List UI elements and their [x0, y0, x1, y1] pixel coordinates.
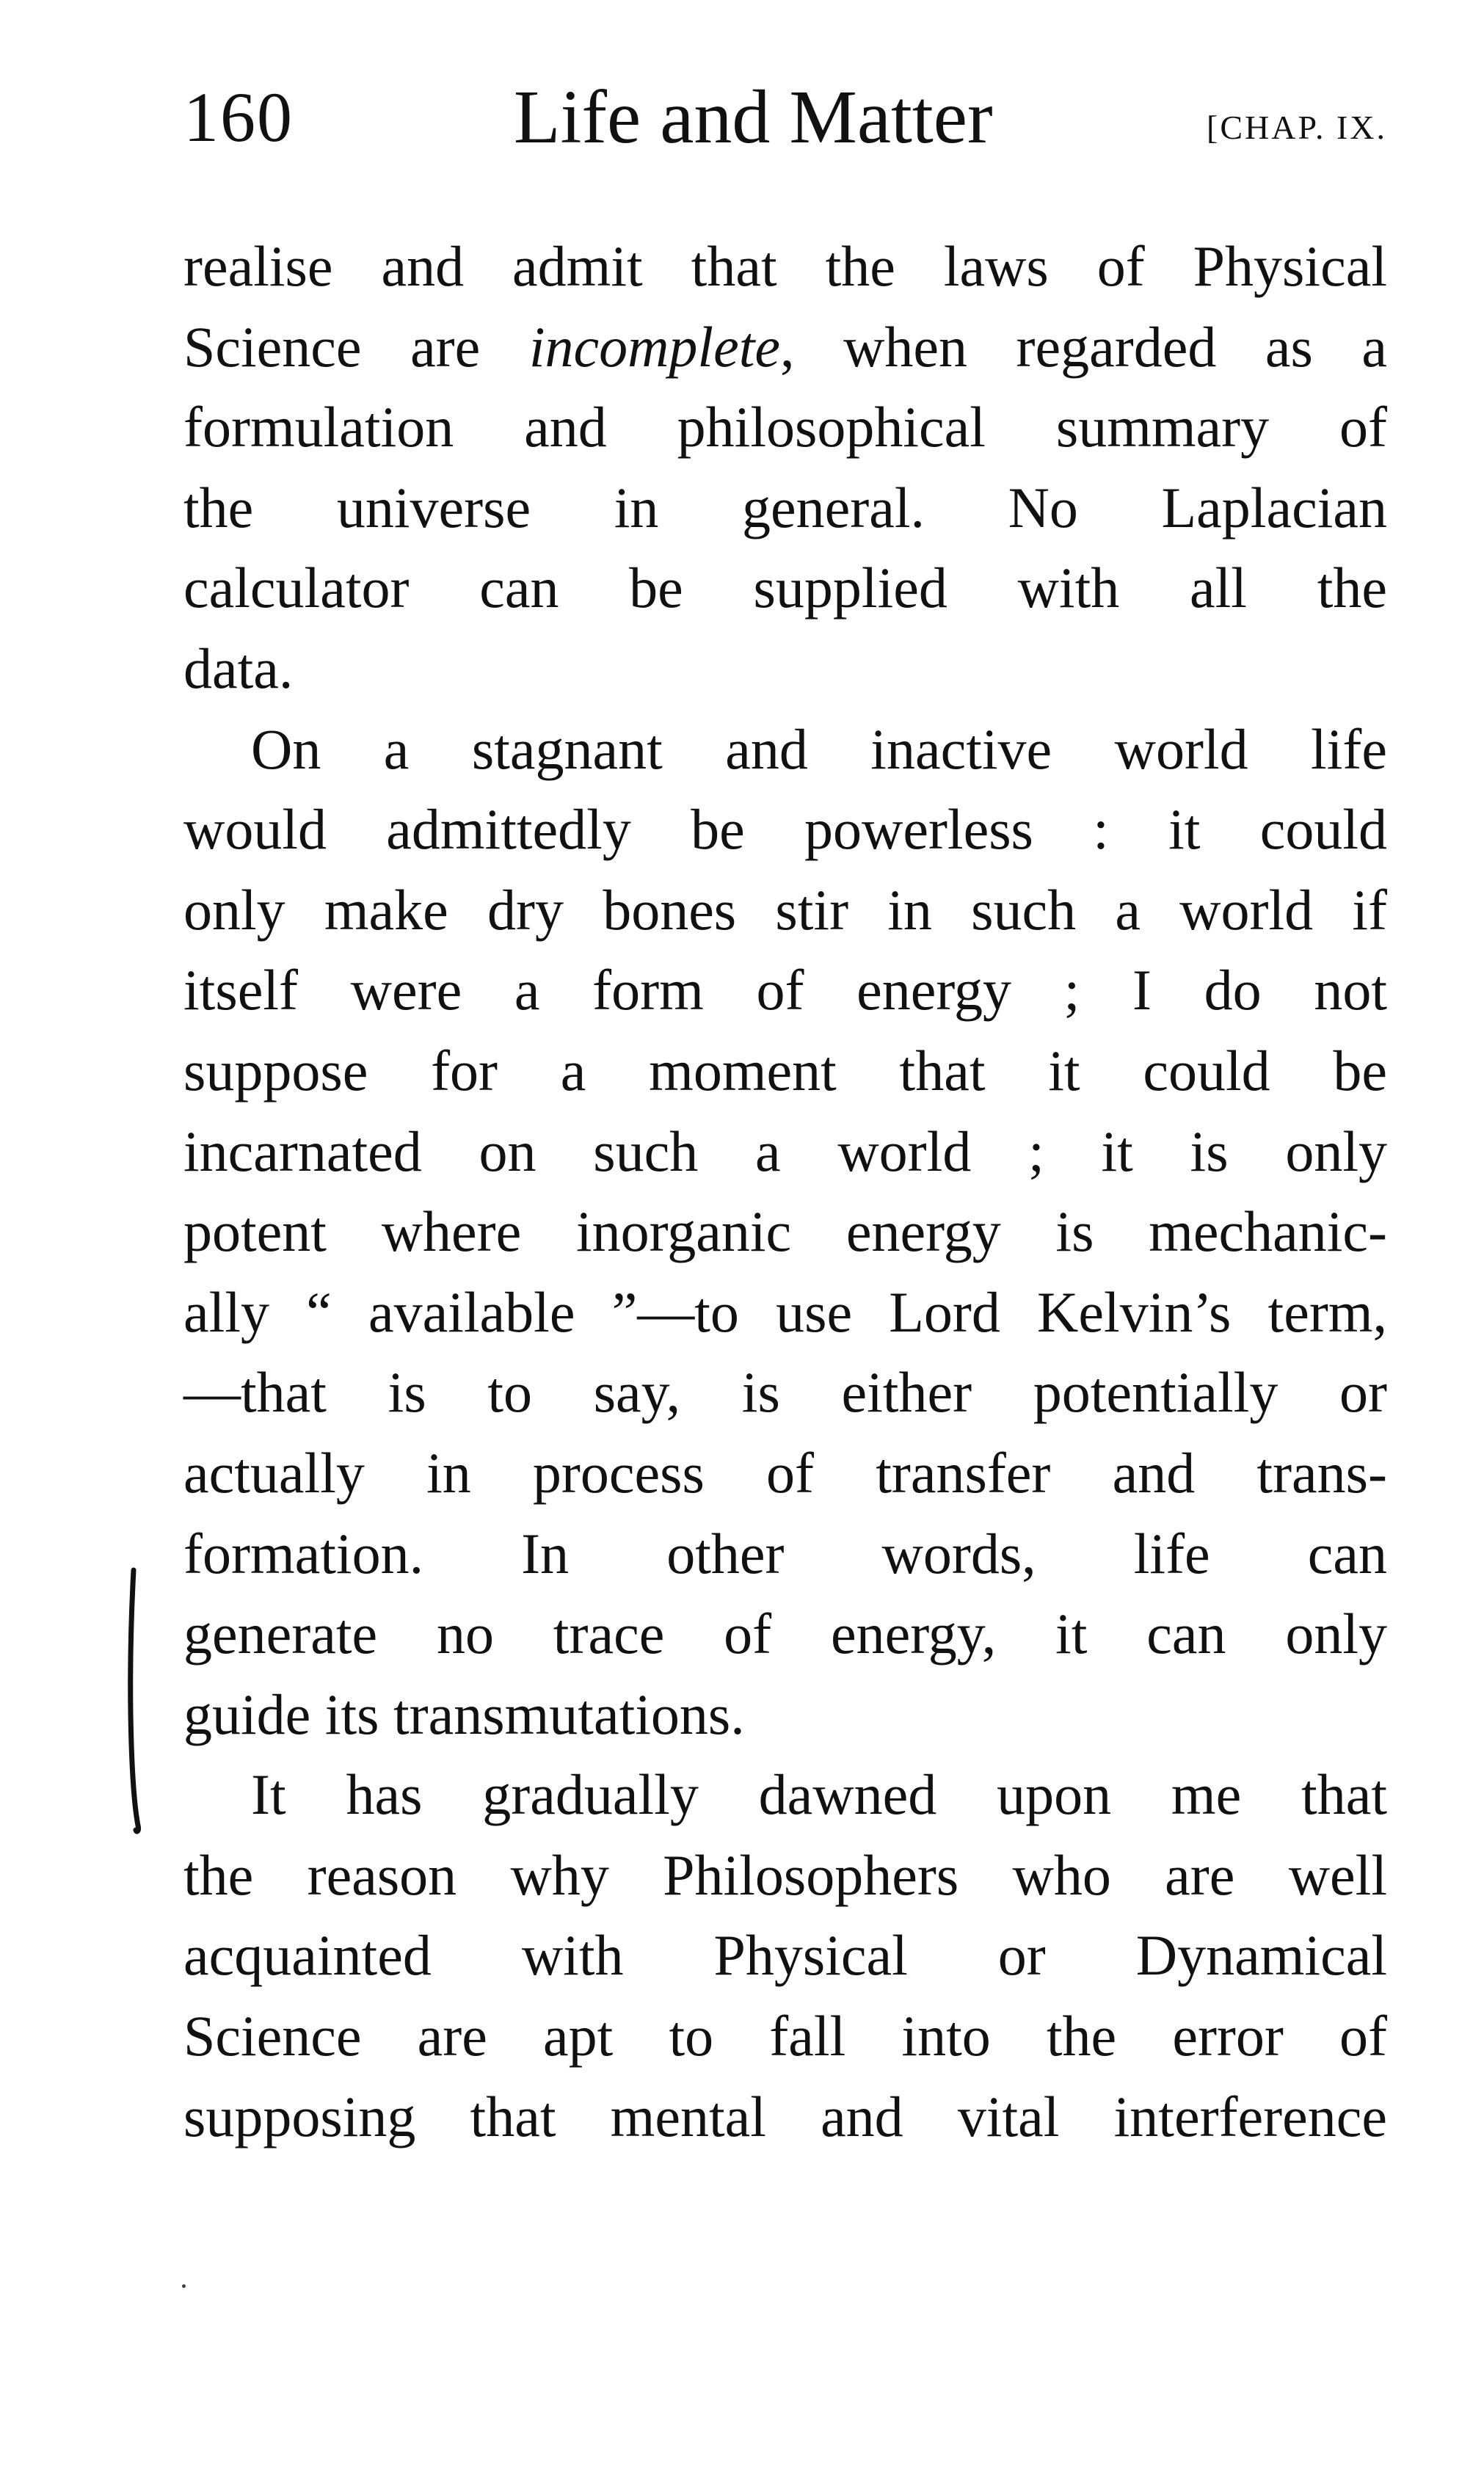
text-line: formulation and philosophical summary of — [183, 395, 1387, 460]
paragraph-end-line: data. — [183, 636, 294, 700]
text-line: generate no trace of energy, it can only — [183, 1602, 1387, 1666]
text-line: Science are apt to fall into the error of — [183, 2004, 1387, 2068]
text-line: would admittedly be powerless : it could — [183, 797, 1387, 862]
running-title: Life and Matter — [514, 75, 993, 159]
ink-speck — [182, 2284, 186, 2288]
text-line: calculator can be supplied with all the — [183, 556, 1387, 620]
page-header — [183, 73, 1387, 161]
text-segment: , when regarded as a — [780, 314, 1387, 379]
text-segment: Science are — [183, 314, 529, 379]
emphasis-incomplete: incomplete — [528, 314, 781, 379]
text-line: actually in process of transfer and trans- — [183, 1440, 1387, 1505]
text-line: supposing that mental and vital interference — [183, 2084, 1387, 2148]
paragraph-start-line: On a stagnant and inactive world life — [251, 716, 1387, 781]
text-line: the reason why Philosophers who are well — [183, 1842, 1387, 1907]
text-line: realise and admit that the laws of Physical — [183, 234, 1387, 298]
text-line: formation. In other words, life can — [183, 1521, 1387, 1585]
paragraph-start-line: It has gradually dawned upon me that — [251, 1762, 1387, 1827]
text-line: itself were a form of energy ; I do not — [183, 958, 1387, 1022]
body-text — [183, 226, 1387, 2157]
text-line — [183, 307, 1387, 388]
text-line: —that is to say, is either potentially or — [183, 1360, 1387, 1425]
text-line: only make dry bones stir in such a world if — [183, 877, 1387, 942]
margin-mark — [123, 1567, 145, 1835]
text-line: potent where inorganic energy is mechanic- — [183, 1199, 1387, 1264]
text-line: acquainted with Physical or Dynamical — [183, 1923, 1387, 1988]
text-line: suppose for a moment that it could be — [183, 1038, 1387, 1103]
text-line: incarnated on such a world ; it is only — [183, 1119, 1387, 1183]
text-line: ally “ available ”—to use Lord Kelvin’s term, — [183, 1279, 1387, 1344]
page-number: 160 — [183, 78, 294, 156]
chapter-reference: [CHAP. IX. — [1207, 109, 1387, 146]
text-line: the universe in general. No Laplacian — [183, 475, 1387, 540]
paragraph-end-line: guide its transmutations. — [183, 1682, 745, 1746]
